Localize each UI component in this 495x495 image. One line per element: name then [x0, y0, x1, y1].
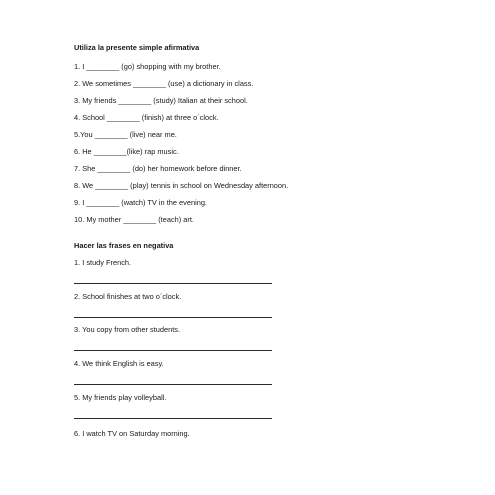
exercise1-item-5: 5.You ________ (live) near me.: [74, 130, 177, 139]
exercise1-item-2: 2. We sometimes ________ (use) a dictionary in class.: [74, 79, 254, 88]
exercise1-item-6: 6. He ________(like) rap music.: [74, 147, 179, 156]
exercise1-item-1: 1. I ________ (go) shopping with my brother.: [74, 62, 221, 71]
exercise1-item-4: 4. School ________ (finish) at three o´clock.: [74, 113, 219, 122]
exercise2-item-4: 4. We think English is easy.: [74, 359, 164, 368]
exercise1-item-10: 10. My mother ________ (teach) art.: [74, 215, 194, 224]
answer-line-3[interactable]: [74, 350, 272, 351]
answer-line-4[interactable]: [74, 384, 272, 385]
exercise2-item-5: 5. My friends play volleyball.: [74, 393, 167, 402]
section1-heading: Utiliza la presente simple afirmativa: [74, 43, 200, 52]
answer-line-2[interactable]: [74, 317, 272, 318]
answer-line-1[interactable]: [74, 283, 272, 284]
exercise2-item-3: 3. You copy from other students.: [74, 325, 180, 334]
section2-heading: Hacer las frases en negativa: [74, 241, 174, 250]
exercise2-item-6: 6. I watch TV on Saturday morning.: [74, 429, 190, 438]
answer-line-5[interactable]: [74, 418, 272, 419]
exercise1-item-7: 7. She ________ (do) her homework before dinner.: [74, 164, 242, 173]
exercise2-item-1: 1. I study French.: [74, 258, 132, 267]
exercise2-item-2: 2. School finishes at two o´clock.: [74, 292, 182, 301]
exercise1-item-9: 9. I ________ (watch) TV in the evening.: [74, 198, 207, 207]
exercise1-item-8: 8. We ________ (play) tennis in school on Wednesday afternoon.: [74, 181, 289, 190]
exercise1-item-3: 3. My friends ________ (study) Italian at their school.: [74, 96, 248, 105]
